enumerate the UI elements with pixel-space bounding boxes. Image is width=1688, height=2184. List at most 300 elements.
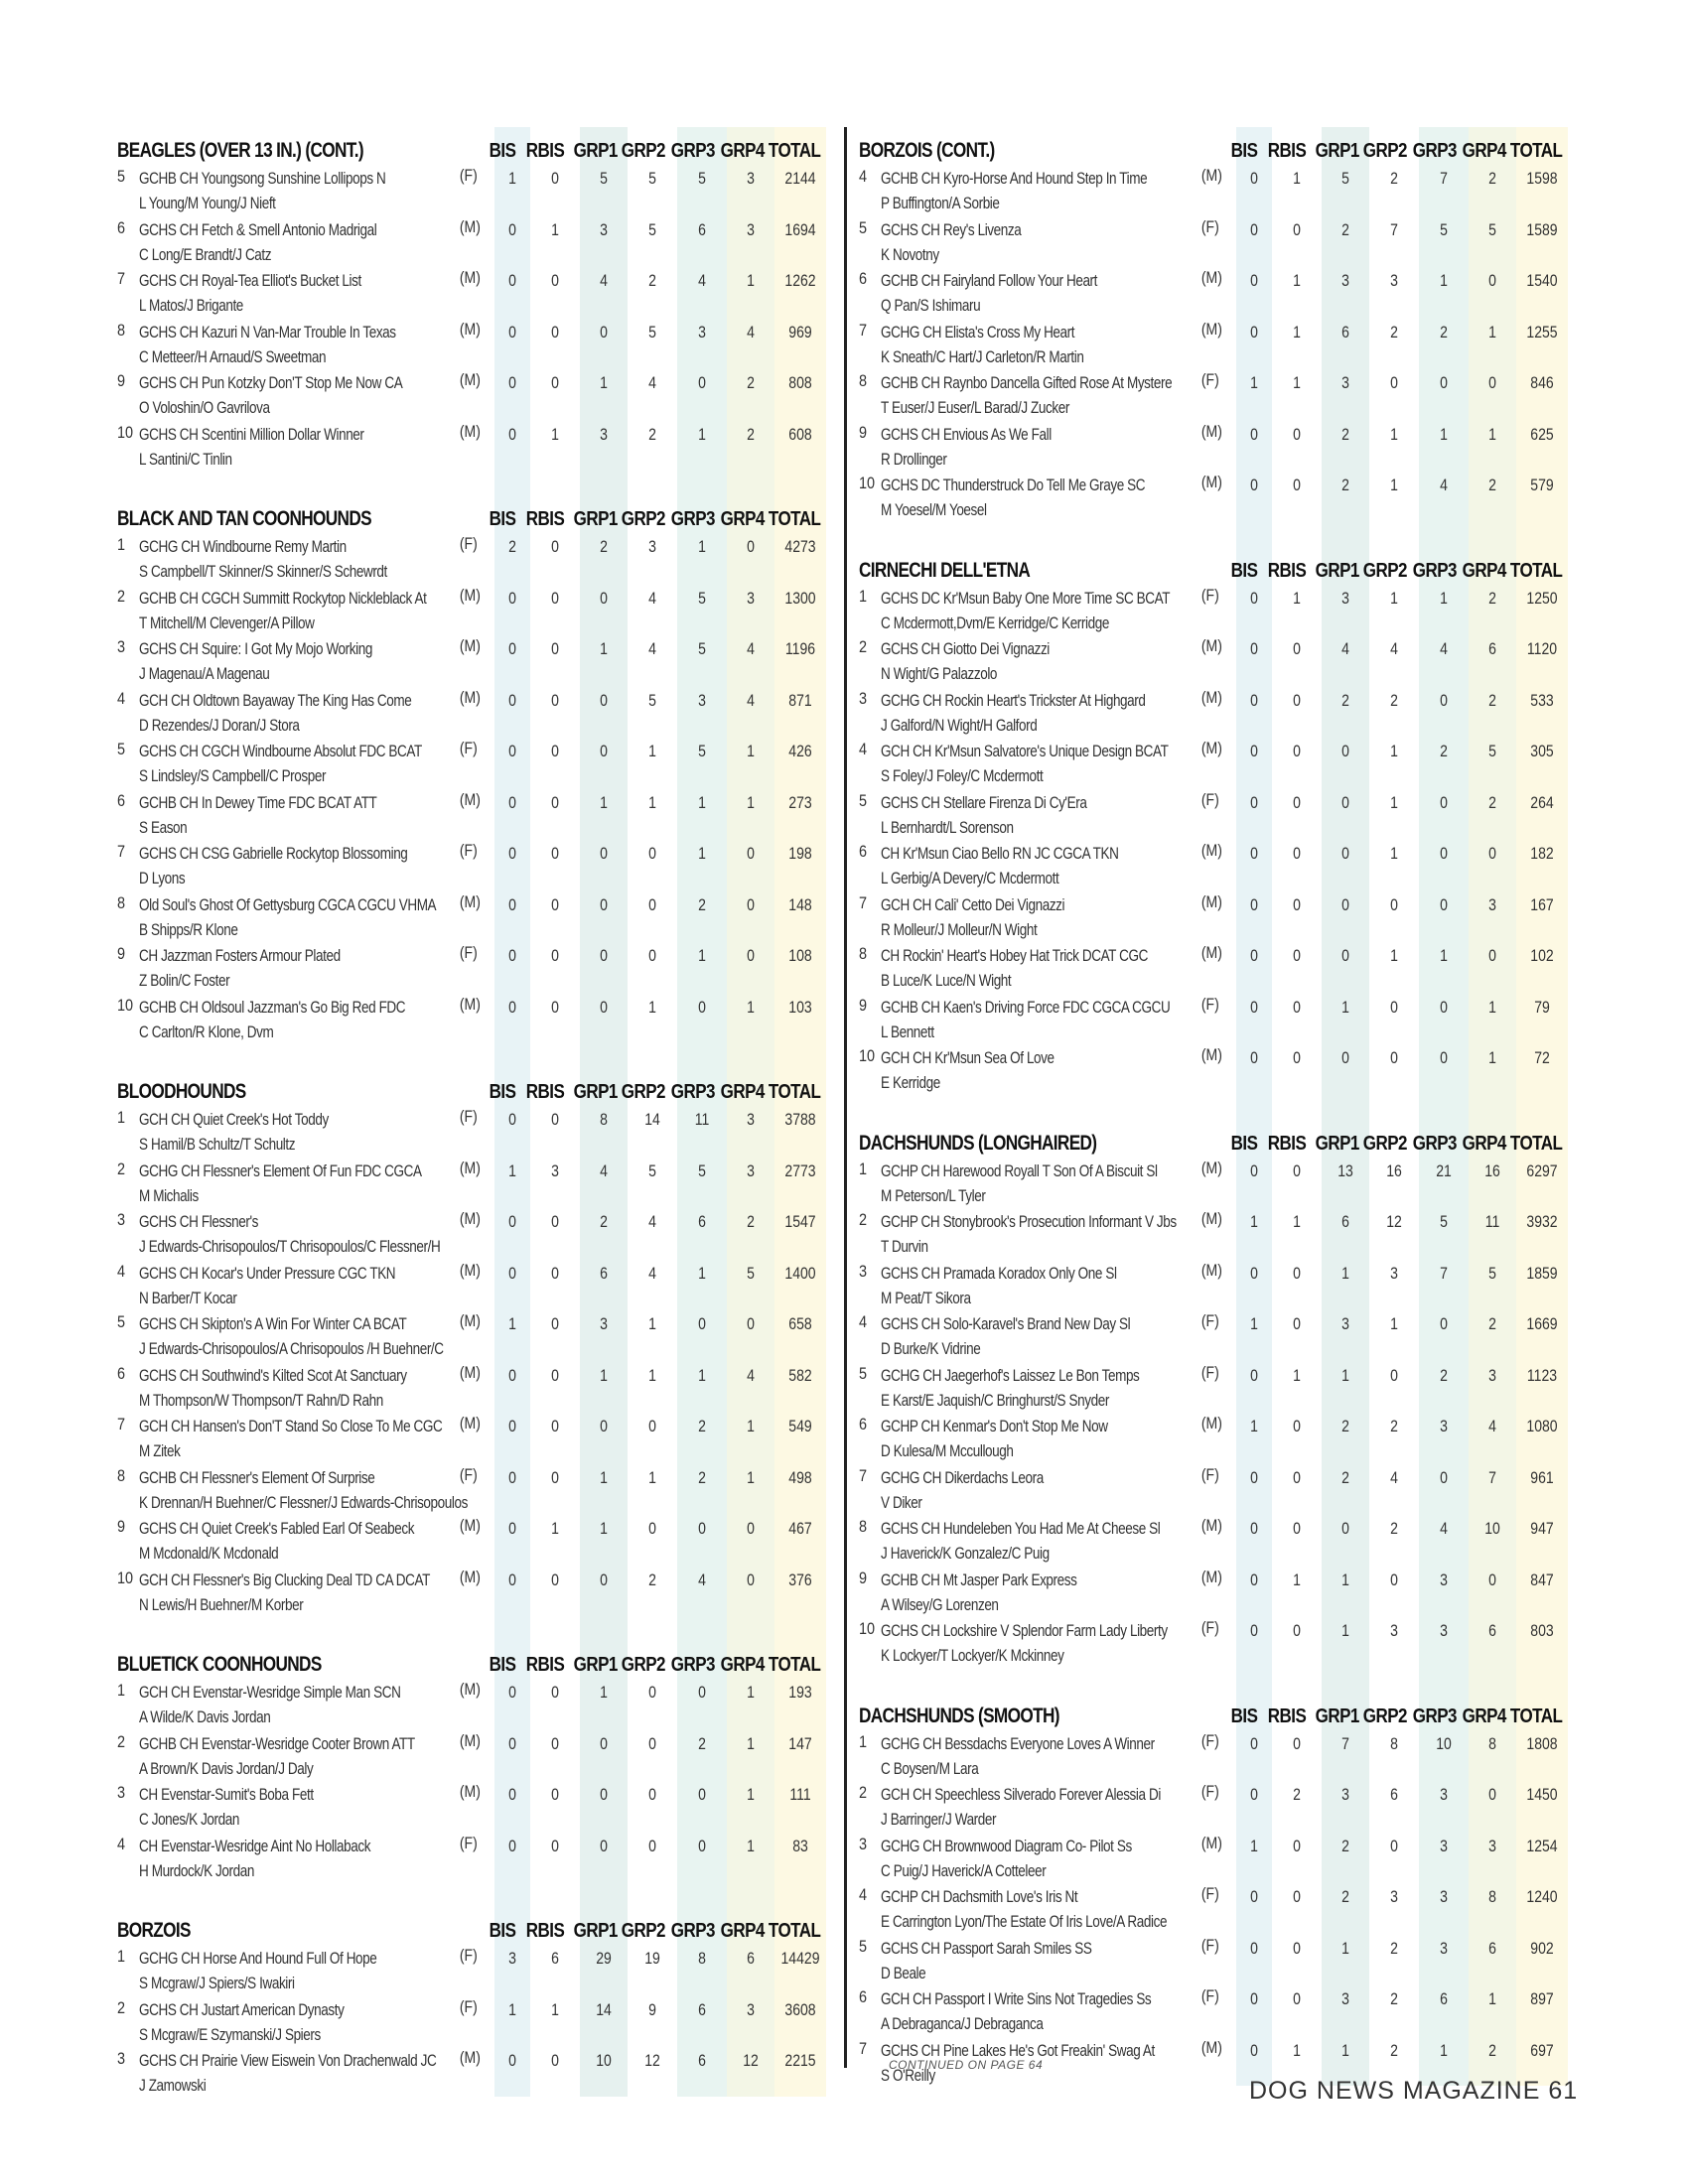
stat-g4: 2 [1488, 477, 1496, 494]
stat-g4: 4 [747, 691, 755, 710]
stat-bis: 1 [508, 2000, 516, 2019]
stat-total: 72 [1534, 1049, 1550, 1067]
dog-name-block [881, 423, 1198, 473]
stat-bis: 1 [508, 1315, 516, 1333]
section-header [117, 1907, 842, 1943]
owners: B Luce/K Luce/N Wight [881, 972, 1012, 990]
stat-g2: 5 [648, 220, 656, 239]
ranking-row [117, 419, 842, 471]
stat-rbis: 0 [551, 1786, 559, 1804]
stat-g2: 6 [1390, 1786, 1398, 1804]
stat-total: 376 [788, 1570, 812, 1589]
rank-number: 2 [117, 586, 126, 606]
stat-total: 1250 [1526, 589, 1558, 608]
dog-name-block [139, 1210, 457, 1260]
sex-label: (M) [1200, 1415, 1222, 1433]
rank-number: 2 [859, 637, 868, 656]
stat-g4: 2 [1488, 691, 1496, 710]
stat-g2: 4 [648, 374, 656, 392]
sex-label: (F) [459, 1834, 478, 1852]
rank-number: 1 [117, 1108, 126, 1127]
dog-name: GCHS CH Flessner's [139, 1213, 259, 1231]
owners: D Burke/K Vidrine [881, 1340, 981, 1358]
stat-bis: 0 [508, 640, 516, 658]
ranking-row [117, 367, 842, 419]
owners: C Mcdermott,Dvm/E Kerridge/C Kerridge [881, 614, 1109, 632]
stat-bis: 0 [508, 2052, 516, 2070]
owners: D Lyons [139, 870, 186, 887]
stat-g1: 3 [600, 220, 608, 239]
stat-g1: 3 [600, 1315, 608, 1333]
dog-name: GCHB CH In Dewey Time FDC BCAT ATT [139, 793, 377, 812]
stat-rbis: 1 [1293, 1213, 1301, 1231]
stat-rbis: 0 [551, 170, 559, 188]
sex-label: (M) [459, 1783, 481, 1801]
owners: N Barber/T Kocar [139, 1289, 237, 1307]
stat-g2: 7 [1390, 220, 1398, 239]
stat-g1: 10 [596, 2052, 612, 2070]
stat-g2: 2 [1390, 1939, 1398, 1958]
stat-bis: 0 [508, 589, 516, 608]
stat-g1: 1 [1341, 1264, 1349, 1283]
header-grp1: GRP1 [573, 508, 618, 530]
stat-g1: 2 [600, 538, 608, 556]
dog-name-block [139, 1998, 457, 2048]
header-total: TOTAL [1509, 1132, 1563, 1155]
stat-g2: 2 [1390, 2041, 1398, 2060]
stat-g3: 1 [1440, 2041, 1448, 2060]
stat-g1: 4 [600, 1161, 608, 1180]
ranking-row [117, 583, 842, 634]
stat-g3: 0 [698, 1837, 706, 1855]
dog-name: GCH CH Flessner's Big Clucking Deal TD CA DCAT [139, 1570, 430, 1589]
header-grp4: GRP4 [1462, 1705, 1506, 1727]
owners: L Bernhardt/L Sorenson [881, 818, 1014, 837]
stat-g4: 4 [747, 640, 755, 658]
sex-label: (F) [1200, 995, 1219, 1014]
header-bis: BIS [489, 140, 516, 162]
breed-section [117, 1068, 842, 1615]
stat-g2: 1 [1390, 589, 1398, 608]
stat-bis: 0 [1250, 691, 1258, 710]
stat-g2: 8 [1390, 1734, 1398, 1753]
stat-g2: 0 [648, 947, 656, 965]
dog-name-block [881, 269, 1198, 319]
stat-total: 148 [788, 895, 812, 914]
stat-g2: 0 [648, 895, 656, 914]
dog-name-block [881, 1210, 1198, 1260]
stat-total: 1123 [1526, 1366, 1558, 1385]
dog-name: GCHB CH Kyro-Horse And Hound Step In Time [881, 170, 1148, 188]
stat-g4: 16 [1484, 1161, 1500, 1180]
stat-g2: 1 [1390, 947, 1398, 965]
ranking-row [859, 838, 1584, 889]
sex-label: (F) [1200, 1465, 1219, 1484]
stat-total: 3932 [1526, 1213, 1558, 1231]
dog-name: GCH CH Evenstar-Wesridge Simple Man SCN [139, 1684, 401, 1702]
dog-name-block [139, 167, 457, 216]
stat-rbis: 0 [1293, 895, 1301, 914]
rank-number: 10 [859, 1046, 876, 1065]
stat-rbis: 0 [551, 793, 559, 812]
stat-g2: 0 [1390, 1570, 1398, 1589]
dog-name: GCHS CH Hundeleben You Had Me At Cheese Sl [881, 1520, 1161, 1538]
stat-total: 83 [792, 1837, 808, 1855]
stat-g2: 9 [648, 2000, 656, 2019]
left-column [117, 127, 842, 2122]
rank-number: 4 [859, 1312, 868, 1331]
dog-name: GCHS CH Fetch & Smell Antonio Madrigal [139, 220, 377, 239]
header-grp3: GRP3 [1412, 1132, 1458, 1155]
header-grp1: GRP1 [1315, 559, 1359, 582]
stat-total: 2773 [784, 1161, 816, 1180]
stat-g2: 1 [1390, 743, 1398, 760]
owners: P Buffington/A Sorbie [881, 195, 1000, 212]
stat-total: 608 [788, 425, 812, 444]
dog-name-block [881, 996, 1198, 1045]
stat-g2: 3 [1390, 1888, 1398, 1906]
sex-label: (F) [1200, 1619, 1219, 1637]
owners: T Durvin [881, 1238, 928, 1256]
breed-section [117, 1641, 842, 1881]
stat-g2: 12 [644, 2052, 660, 2070]
dog-name-block [139, 1415, 457, 1464]
stat-g1: 0 [600, 1418, 608, 1435]
header-grp1: GRP1 [1315, 1705, 1359, 1727]
sex-label: (F) [459, 167, 478, 185]
stat-total: 969 [788, 323, 812, 341]
stat-g2: 16 [1386, 1161, 1402, 1180]
dog-name: GCHB CH Kaen's Driving Force FDC CGCA CGCU [881, 998, 1171, 1017]
stat-g4: 0 [747, 845, 755, 863]
stat-g4: 3 [747, 1111, 755, 1129]
stat-total: 264 [1530, 793, 1554, 812]
stat-total: 1540 [1526, 272, 1558, 290]
header-bis: BIS [489, 1654, 516, 1676]
dog-name: GCHS CH Royal-Tea Elliot's Bucket List [139, 272, 361, 290]
stat-rbis: 0 [551, 895, 559, 914]
owners: T Mitchell/M Clevenger/A Pillow [139, 614, 315, 632]
sex-label: (F) [459, 1108, 478, 1126]
stat-rbis: 0 [1293, 793, 1301, 812]
stat-g4: 1 [747, 1684, 755, 1702]
dog-name: GCHS CH Skipton's A Win For Winter CA BCAT [139, 1315, 407, 1333]
dog-name: GCHS CH CGCH Windbourne Absolut FDC BCAT [139, 743, 422, 760]
dog-name-block [139, 637, 457, 687]
sex-label: (M) [1200, 688, 1222, 707]
dog-name-block [881, 637, 1198, 687]
stat-g3: 2 [698, 1734, 706, 1753]
dog-name: GCHG CH Windbourne Remy Martin [139, 538, 347, 556]
ranking-row [859, 1565, 1584, 1616]
stat-total: 1400 [784, 1264, 816, 1283]
stat-g1: 4 [600, 272, 608, 290]
header-rbis: RBIS [525, 140, 565, 162]
stat-g3: 1 [1440, 947, 1448, 965]
section-header [117, 127, 842, 163]
stat-bis: 1 [1250, 1315, 1258, 1333]
ranking-row [117, 1206, 842, 1258]
stat-total: 846 [1530, 374, 1554, 392]
owners: E Carrington Lyon/The Estate Of Iris Love/A Radice [881, 1913, 1168, 1931]
header-grp4: GRP4 [1462, 559, 1506, 582]
rank-number: 8 [117, 892, 126, 912]
stat-total: 3788 [784, 1111, 816, 1129]
owners: T Euser/J Euser/L Barad/J Zucker [881, 399, 1069, 417]
dog-name: GCHS CH Prairie View Eiswein Von Drachenwald JC [139, 2052, 437, 2070]
stat-g4: 5 [747, 1264, 755, 1283]
header-rbis: RBIS [525, 1920, 565, 1942]
stat-bis: 0 [508, 947, 516, 965]
ranking-row [859, 1042, 1584, 1094]
sex-label: (M) [459, 995, 481, 1014]
header-bis: BIS [489, 1920, 516, 1942]
dog-name-block [881, 1619, 1198, 1669]
stat-total: 167 [1530, 895, 1554, 914]
sex-label: (F) [459, 1997, 478, 2016]
stat-g1: 0 [1341, 743, 1349, 760]
stat-total: 498 [788, 1468, 812, 1487]
stat-rbis: 0 [551, 1837, 559, 1855]
stat-bis: 0 [508, 272, 516, 290]
stat-g3: 0 [1440, 845, 1448, 863]
stat-rbis: 2 [1293, 1786, 1301, 1804]
owners: O Voloshin/O Gavrilova [139, 399, 270, 417]
stat-rbis: 0 [1293, 1622, 1301, 1640]
stat-g2: 2 [648, 272, 656, 290]
dog-name-block [881, 1885, 1198, 1935]
owners: D Beale [881, 1964, 926, 1982]
sex-label: (F) [1200, 1731, 1219, 1750]
stat-g3: 5 [1440, 220, 1448, 239]
ranking-row [859, 265, 1584, 317]
sex-label: (M) [459, 371, 481, 389]
header-grp1: GRP1 [573, 1081, 618, 1103]
stat-g1: 1 [1341, 2041, 1349, 2060]
stat-bis: 0 [508, 691, 516, 710]
stat-g3: 1 [698, 845, 706, 863]
dog-name: GCHS DC Kr'Msun Baby One More Time SC BCAT [881, 589, 1171, 608]
stat-rbis: 0 [551, 998, 559, 1017]
dog-name-block [881, 321, 1198, 370]
stat-g4: 1 [1488, 425, 1496, 444]
stat-bis: 0 [508, 793, 516, 812]
rank-number: 10 [117, 995, 134, 1015]
stat-g3: 2 [698, 1468, 706, 1487]
dog-name: CH Kr'Msun Ciao Bello RN JC CGCA TKN [881, 845, 1119, 863]
ranking-row [859, 1513, 1584, 1565]
dog-name: GCHS CH Lockshire V Splendor Farm Lady Liberty [881, 1622, 1168, 1640]
stat-g3: 1 [698, 1366, 706, 1385]
stat-rbis: 0 [551, 1418, 559, 1435]
stat-g3: 0 [698, 374, 706, 392]
stat-rbis: 0 [551, 272, 559, 290]
owners: S O'Reilly [881, 2066, 935, 2085]
stat-total: 1120 [1526, 640, 1558, 658]
sex-label: (M) [1200, 2038, 1222, 2057]
stat-rbis: 0 [1293, 1468, 1301, 1487]
stat-g4: 10 [1484, 1520, 1500, 1538]
stat-g3: 1 [1440, 589, 1448, 608]
header-grp4: GRP4 [1462, 140, 1506, 162]
ranking-row [859, 633, 1584, 685]
stat-g3: 0 [1440, 691, 1448, 710]
stat-g3: 5 [698, 1161, 706, 1180]
sex-label: (M) [459, 1415, 481, 1433]
stat-bis: 0 [1250, 1366, 1258, 1385]
stat-g3: 0 [698, 998, 706, 1017]
dog-name: GCHS CH Stellare Firenza Di Cy'Era [881, 793, 1087, 812]
rank-number: 6 [117, 790, 126, 810]
owners: M Peterson/L Tyler [881, 1186, 986, 1205]
stat-rbis: 1 [551, 425, 559, 444]
owners: S Mcgraw/J Spiers/S Iwakiri [139, 1975, 295, 1992]
stat-bis: 0 [1250, 477, 1258, 494]
header-bis: BIS [1230, 1132, 1258, 1155]
rank-number: 6 [117, 1363, 126, 1383]
sex-label: (M) [459, 1568, 481, 1586]
sex-label: (M) [1200, 1834, 1222, 1852]
stat-rbis: 0 [1293, 1161, 1301, 1180]
sex-label: (F) [459, 535, 478, 553]
sex-label: (M) [459, 637, 481, 655]
stat-g1: 1 [600, 1366, 608, 1385]
dog-name: GCH CH Quiet Creek's Hot Toddy [139, 1111, 329, 1129]
continued-note: CONTINUED ON PAGE 64 [889, 2058, 1044, 2072]
stat-g2: 0 [1390, 895, 1398, 914]
stat-rbis: 1 [1293, 2041, 1301, 2060]
dog-name-block [139, 423, 457, 473]
stat-total: 467 [788, 1520, 812, 1538]
dog-name: GCHG CH Bessdachs Everyone Loves A Winner [881, 1734, 1155, 1753]
stat-rbis: 0 [1293, 1049, 1301, 1067]
stat-g2: 0 [648, 1418, 656, 1435]
stat-g1: 0 [1341, 1520, 1349, 1538]
ranking-row [117, 1779, 842, 1831]
stat-total: 625 [1530, 425, 1554, 444]
ranking-row [117, 736, 842, 787]
stat-g2: 4 [648, 640, 656, 658]
stat-g3: 0 [1440, 998, 1448, 1017]
rank-number: 8 [117, 1465, 126, 1485]
rank-number: 1 [859, 1731, 868, 1751]
ranking-row [117, 1677, 842, 1728]
stat-bis: 0 [1250, 845, 1258, 863]
owners: C Carlton/R Klone, Dvm [139, 1023, 274, 1041]
stat-g3: 5 [698, 640, 706, 658]
dog-name: GCHS CH Justart American Dynasty [139, 2000, 345, 2019]
stat-g1: 4 [1341, 640, 1349, 658]
dog-name-block [881, 1835, 1198, 1884]
dog-name-block [881, 587, 1198, 636]
rank-number: 2 [859, 1783, 868, 1802]
stat-rbis: 0 [1293, 1990, 1301, 2008]
rank-number: 9 [859, 1568, 868, 1587]
stat-g4: 0 [747, 947, 755, 965]
stat-bis: 0 [1250, 1786, 1258, 1804]
stat-rbis: 0 [1293, 1315, 1301, 1333]
stat-total: 4273 [784, 538, 816, 556]
stat-g3: 6 [698, 1213, 706, 1231]
owners: K Novotny [881, 245, 939, 264]
sex-label: (M) [1200, 474, 1222, 491]
rank-number: 7 [859, 2038, 868, 2058]
stat-g3: 5 [698, 170, 706, 188]
stat-rbis: 0 [551, 374, 559, 392]
stat-g4: 3 [1488, 895, 1496, 914]
stat-g1: 2 [1341, 1418, 1349, 1435]
stat-g3: 5 [698, 743, 706, 760]
stat-g4: 4 [747, 1366, 755, 1385]
rank-number: 9 [117, 1517, 126, 1536]
dog-name: GCHG CH Flessner's Element Of Fun FDC CGCA [139, 1161, 422, 1180]
stat-bis: 0 [1250, 1264, 1258, 1283]
stat-g4: 1 [1488, 323, 1496, 341]
stat-total: 426 [788, 743, 812, 760]
stat-g4: 0 [747, 895, 755, 914]
stat-g2: 0 [648, 1786, 656, 1804]
stat-g4: 0 [1488, 272, 1496, 290]
owners: A Debraganca/J Debraganca [881, 2015, 1044, 2033]
stat-bis: 0 [1250, 793, 1258, 812]
stat-g1: 3 [1341, 374, 1349, 392]
dog-name: GCH CH Kr'Msun Sea Of Love [881, 1049, 1055, 1067]
stat-g3: 0 [1440, 374, 1448, 392]
owners: Z Bolin/C Foster [139, 972, 230, 990]
header-grp1: GRP1 [573, 1654, 618, 1676]
header-grp1: GRP1 [1315, 140, 1359, 162]
stat-bis: 0 [508, 1468, 516, 1487]
stat-g2: 1 [648, 998, 656, 1017]
sex-label: (M) [1200, 842, 1222, 860]
stat-g1: 0 [1341, 793, 1349, 812]
dog-name: GCHB CH Raynbo Dancella Gifted Rose At Mystere [881, 374, 1173, 392]
stat-g4: 3 [747, 589, 755, 608]
stat-total: 108 [788, 947, 812, 965]
rank-number: 1 [859, 586, 868, 606]
stat-total: 14429 [780, 1950, 820, 1968]
header-grp3: GRP3 [1412, 1705, 1458, 1727]
sex-label: (F) [1200, 1936, 1219, 1955]
sex-label: (M) [459, 1517, 481, 1535]
ranking-row [117, 940, 842, 992]
header-grp3: GRP3 [670, 508, 716, 530]
section-header [859, 1120, 1584, 1156]
ranking-row [859, 470, 1584, 521]
header-total: TOTAL [1509, 1705, 1563, 1727]
stat-g1: 1 [600, 640, 608, 658]
rank-number: 5 [859, 790, 868, 810]
stat-rbis: 0 [1293, 1418, 1301, 1435]
stat-g4: 11 [1484, 1213, 1500, 1231]
stat-g2: 2 [1390, 1418, 1398, 1435]
stat-total: 549 [788, 1418, 812, 1435]
ranking-row [859, 317, 1584, 368]
owners: J Zamowski [139, 2077, 207, 2095]
sex-label: (M) [1200, 1568, 1222, 1586]
stat-g1: 2 [600, 1213, 608, 1231]
stat-bis: 0 [508, 743, 516, 760]
rank-number: 4 [117, 688, 126, 708]
owners: S Hamil/B Schultz/T Schultz [139, 1136, 296, 1154]
breed-title: BORZOIS [117, 1919, 191, 1942]
dog-name: GCHS CH Kazuri N Van-Mar Trouble In Texas [139, 323, 396, 341]
breed-section [859, 127, 1584, 521]
stat-total: 1669 [1526, 1315, 1558, 1333]
header-total: TOTAL [768, 1654, 821, 1676]
header-rbis: RBIS [1267, 559, 1307, 582]
rank-number: 3 [859, 1261, 868, 1281]
